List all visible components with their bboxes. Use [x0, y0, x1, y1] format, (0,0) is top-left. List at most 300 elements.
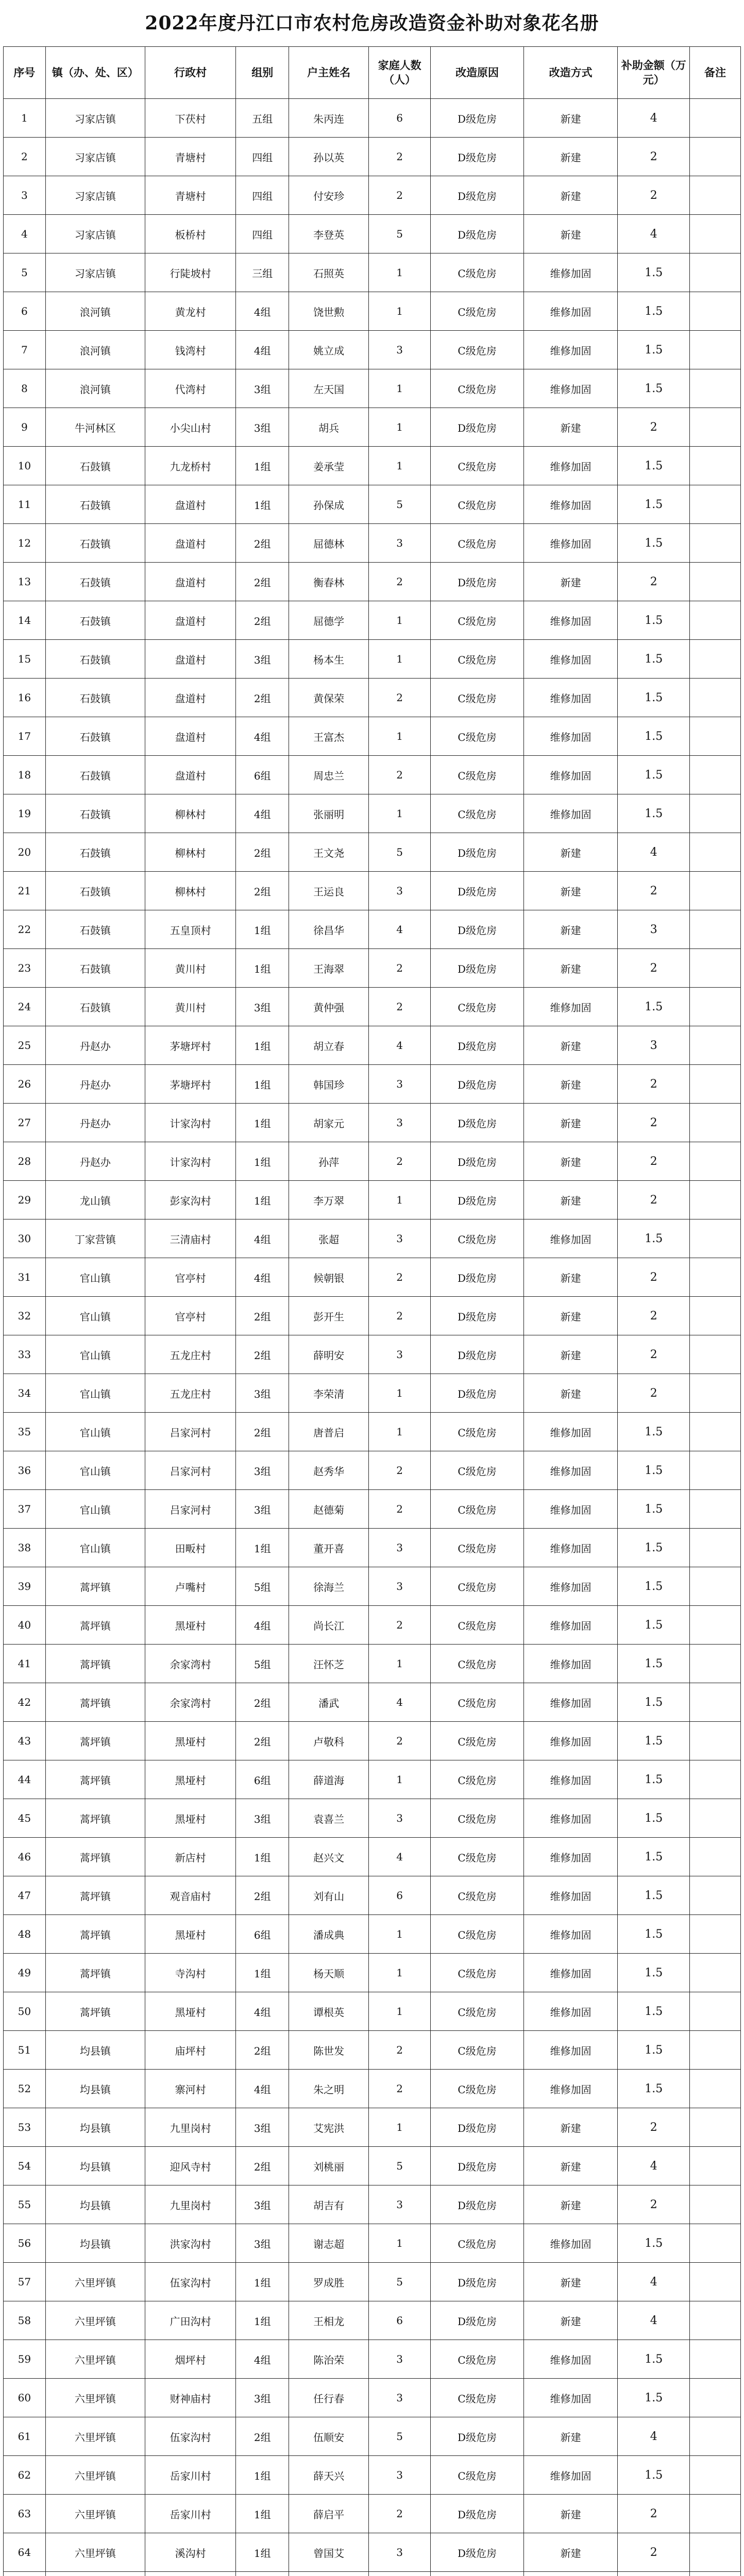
cell-family-size: 3 — [369, 331, 431, 369]
cell-remarks — [690, 949, 741, 988]
cell-method: 维修加固 — [523, 1413, 618, 1451]
cell-village: 黄川村 — [145, 988, 236, 1026]
cell-town: 均县镇 — [45, 2108, 145, 2147]
cell-method: 新建 — [523, 1065, 618, 1104]
cell-reason: C级危房 — [431, 601, 523, 640]
cell-index: 16 — [4, 679, 46, 717]
cell-householder: 徐昌华 — [289, 910, 369, 949]
cell-village: 岳家川村 — [145, 2495, 236, 2533]
cell-village: 小尖山村 — [145, 408, 236, 447]
cell-reason: C级危房 — [431, 1722, 523, 1760]
cell-reason: C级危房 — [431, 756, 523, 794]
cell-reason: C级危房 — [431, 2340, 523, 2379]
cell-index: 64 — [4, 2533, 46, 2572]
cell-householder: 李万翠 — [289, 1181, 369, 1219]
cell-town: 官山镇 — [45, 1258, 145, 1297]
cell-reason: C级危房 — [431, 1838, 523, 1876]
cell-family-size: 1 — [369, 1992, 431, 2031]
table-row — [4, 949, 741, 988]
cell-remarks — [690, 2495, 741, 2533]
cell-family-size: 3 — [369, 2379, 431, 2417]
cell-town: 习家店镇 — [45, 99, 145, 138]
cell-town: 石鼓镇 — [45, 524, 145, 563]
cell-group: 3组 — [236, 1451, 289, 1490]
cell-method: 维修加固 — [523, 794, 618, 833]
table-row — [4, 1992, 741, 2031]
cell-village: 钱湾村 — [145, 331, 236, 369]
cell-town: 习家店镇 — [45, 215, 145, 253]
cell-remarks — [690, 524, 741, 563]
cell-group: 2组 — [236, 563, 289, 601]
cell-group: 1组 — [236, 1838, 289, 1876]
table-row — [4, 2031, 741, 2070]
cell-method: 维修加固 — [523, 1490, 618, 1529]
cell-town: 官山镇 — [45, 1529, 145, 1567]
cell-group: 4组 — [236, 1258, 289, 1297]
cell-reason: C级危房 — [431, 679, 523, 717]
header-remarks: 备注 — [690, 47, 741, 99]
cell-amount: 4 — [618, 2417, 690, 2456]
cell-reason: D级危房 — [431, 408, 523, 447]
cell-method: 新建 — [523, 2301, 618, 2340]
cell-method: 维修加固 — [523, 2340, 618, 2379]
cell-amount: 2 — [618, 949, 690, 988]
cell-group: 1组 — [236, 1954, 289, 1992]
cell-amount: 1.5 — [618, 1606, 690, 1645]
table-row — [4, 1490, 741, 1529]
cell-householder: 艾宪洪 — [289, 2108, 369, 2147]
header-reason: 改造原因 — [431, 47, 523, 99]
cell-amount: 2 — [618, 138, 690, 176]
cell-method: 维修加固 — [523, 2031, 618, 2070]
cell-village: 五皇顶村 — [145, 910, 236, 949]
cell-remarks — [690, 717, 741, 756]
table-row — [4, 1606, 741, 1645]
cell-remarks — [690, 2185, 741, 2224]
cell-family-size: 1 — [369, 447, 431, 485]
cell-method: 新建 — [523, 138, 618, 176]
cell-method: 维修加固 — [523, 1567, 618, 1606]
cell-village: 柳林村 — [145, 872, 236, 910]
cell-householder: 孙萍 — [289, 1142, 369, 1181]
cell-town: 蒿坪镇 — [45, 1799, 145, 1838]
cell-remarks — [690, 756, 741, 794]
cell-householder: 黄保荣 — [289, 679, 369, 717]
cell-index: 25 — [4, 1026, 46, 1065]
cell-index — [4, 2572, 46, 2576]
cell-remarks — [690, 1606, 741, 1645]
cell-method: 维修加固 — [523, 679, 618, 717]
cell-reason: C级危房 — [431, 988, 523, 1026]
cell-householder: 唐普启 — [289, 1413, 369, 1451]
table-row — [4, 640, 741, 679]
cell-method: 维修加固 — [523, 1529, 618, 1567]
cell-village: 盘道村 — [145, 485, 236, 524]
cell-town: 石鼓镇 — [45, 756, 145, 794]
cell-group: 2组 — [236, 1413, 289, 1451]
cell-group: 1组 — [236, 1104, 289, 1142]
cell-householder: 陈世发 — [289, 2031, 369, 2070]
table-row — [4, 2224, 741, 2263]
cell-householder: 曾国艾 — [289, 2533, 369, 2572]
cell-householder: 王相龙 — [289, 2301, 369, 2340]
table-row — [4, 601, 741, 640]
cell-family-size: 1 — [369, 292, 431, 331]
cell-amount: 1.5 — [618, 1992, 690, 2031]
cell-family-size: 1 — [369, 1413, 431, 1451]
cell-town: 习家店镇 — [45, 253, 145, 292]
cell-reason: C级危房 — [431, 640, 523, 679]
cell-method: 维修加固 — [523, 1606, 618, 1645]
cell-reason: C级危房 — [431, 2070, 523, 2108]
cell-amount: 2 — [618, 1142, 690, 1181]
cell-index: 15 — [4, 640, 46, 679]
cell-reason: D级危房 — [431, 1374, 523, 1413]
cell-reason: C级危房 — [431, 331, 523, 369]
table-row — [4, 756, 741, 794]
cell-village: 吕家河村 — [145, 1451, 236, 1490]
cell-remarks — [690, 1567, 741, 1606]
cell-index: 55 — [4, 2185, 46, 2224]
cell-village: 余家湾村 — [145, 1683, 236, 1722]
cell-remarks — [690, 2147, 741, 2185]
cell-index: 46 — [4, 1838, 46, 1876]
cell-householder: 孙以英 — [289, 138, 369, 176]
cell-town: 蒿坪镇 — [45, 1876, 145, 1915]
cell-householder: 胡立春 — [289, 1026, 369, 1065]
cell-index: 33 — [4, 1335, 46, 1374]
cell-group: 3组 — [236, 2185, 289, 2224]
cell-remarks — [690, 292, 741, 331]
table-row — [4, 1529, 741, 1567]
cell-town: 六里坪镇 — [45, 2495, 145, 2533]
cell-town: 浪河镇 — [45, 331, 145, 369]
cell-town: 石鼓镇 — [45, 910, 145, 949]
cell-remarks — [690, 1451, 741, 1490]
cell-town: 蒿坪镇 — [45, 1567, 145, 1606]
cell-reason: C级危房 — [431, 1606, 523, 1645]
cell-householder: 朱丙连 — [289, 99, 369, 138]
cell-family-size: 2 — [369, 988, 431, 1026]
cell-remarks — [690, 1104, 741, 1142]
table-row — [4, 2340, 741, 2379]
cell-householder: 姜承莹 — [289, 447, 369, 485]
table-row — [4, 1838, 741, 1876]
cell-village: 彭家沟村 — [145, 1181, 236, 1219]
table-row — [4, 1567, 741, 1606]
cell-remarks — [690, 1181, 741, 1219]
cell-group: 2组 — [236, 1876, 289, 1915]
cell-index: 12 — [4, 524, 46, 563]
cell-remarks — [690, 563, 741, 601]
cell-householder: 朱之明 — [289, 2070, 369, 2108]
cell-town: 石鼓镇 — [45, 988, 145, 1026]
cell-village: 广田沟村 — [145, 2301, 236, 2340]
cell-group: 1组 — [236, 1142, 289, 1181]
cell-index: 34 — [4, 1374, 46, 1413]
cell-index: 28 — [4, 1142, 46, 1181]
cell-village: 黑垭村 — [145, 1915, 236, 1954]
cell-town: 丁家营镇 — [45, 1219, 145, 1258]
cell-method: 新建 — [523, 176, 618, 215]
cell-amount: 3 — [618, 1026, 690, 1065]
cell-group: 3组 — [236, 988, 289, 1026]
cell-householder: 衡春林 — [289, 563, 369, 601]
cell-group: 2组 — [236, 872, 289, 910]
cell-family-size: 2 — [369, 1142, 431, 1181]
table-header-row — [4, 47, 741, 99]
cell-method: 新建 — [523, 2263, 618, 2301]
cell-town: 六里坪镇 — [45, 2263, 145, 2301]
table-row — [4, 717, 741, 756]
cell-index: 37 — [4, 1490, 46, 1529]
cell-family-size: 3 — [369, 1799, 431, 1838]
cell-remarks — [690, 2417, 741, 2456]
cell-method: 新建 — [523, 949, 618, 988]
cell-village: 余家湾村 — [145, 1645, 236, 1683]
cell-village: 青塘村 — [145, 176, 236, 215]
cell-index: 21 — [4, 872, 46, 910]
cell-town: 习家店镇 — [45, 176, 145, 215]
cell-reason: D级危房 — [431, 138, 523, 176]
cell-amount: 1.5 — [618, 2224, 690, 2263]
cell-town: 石鼓镇 — [45, 601, 145, 640]
cell-householder: 伍顺安 — [289, 2417, 369, 2456]
table-row — [4, 2147, 741, 2185]
cell-amount: 2 — [618, 1065, 690, 1104]
header-town: 镇（办、处、区） — [45, 47, 145, 99]
cell-householder: 谭根英 — [289, 1992, 369, 2031]
cell-householder: 杨天顺 — [289, 1954, 369, 1992]
table-row — [4, 2185, 741, 2224]
cell-group: 三组 — [236, 253, 289, 292]
cell-remarks — [690, 2108, 741, 2147]
cell-householder: 尚长江 — [289, 1606, 369, 1645]
cell-remarks — [690, 1413, 741, 1451]
cell-amount: 1.5 — [618, 2031, 690, 2070]
cell-amount: 2 — [618, 1181, 690, 1219]
cell-method: 新建 — [523, 833, 618, 872]
cell-method: 新建 — [523, 1335, 618, 1374]
cell-amount: 4 — [618, 215, 690, 253]
cell-index: 35 — [4, 1413, 46, 1451]
cell-village: 黑垭村 — [145, 1760, 236, 1799]
cell-reason: C级危房 — [431, 1490, 523, 1529]
cell-remarks — [690, 1258, 741, 1297]
cell-householder: 陈治荣 — [289, 2340, 369, 2379]
cell-index: 20 — [4, 833, 46, 872]
cell-method: 维修加固 — [523, 292, 618, 331]
cell-village: 盘道村 — [145, 640, 236, 679]
subsidy-roster-table — [3, 46, 741, 2576]
cell-amount: 1.5 — [618, 1760, 690, 1799]
table-body — [4, 99, 741, 2576]
cell-remarks — [690, 408, 741, 447]
cell-village: 新店村 — [145, 1838, 236, 1876]
cell-remarks — [690, 2456, 741, 2495]
cell-householder: 屈德学 — [289, 601, 369, 640]
cell-village: 田畈村 — [145, 1529, 236, 1567]
cell-method — [523, 2572, 618, 2576]
cell-group: 3组 — [236, 2224, 289, 2263]
cell-reason: C级危房 — [431, 2224, 523, 2263]
cell-amount: 1.5 — [618, 1838, 690, 1876]
cell-amount: 2 — [618, 2108, 690, 2147]
cell-householder: 王运良 — [289, 872, 369, 910]
cell-index: 7 — [4, 331, 46, 369]
cell-town: 均县镇 — [45, 2031, 145, 2070]
cell-amount: 1.5 — [618, 640, 690, 679]
cell-householder: 赵德菊 — [289, 1490, 369, 1529]
cell-method: 维修加固 — [523, 369, 618, 408]
cell-town: 蒿坪镇 — [45, 1915, 145, 1954]
cell-family-size: 6 — [369, 2301, 431, 2340]
cell-town: 石鼓镇 — [45, 485, 145, 524]
cell-amount: 1.5 — [618, 1876, 690, 1915]
cell-town: 均县镇 — [45, 2185, 145, 2224]
cell-method: 新建 — [523, 215, 618, 253]
table-row — [4, 2572, 741, 2576]
cell-village: 九里岗村 — [145, 2185, 236, 2224]
cell-group: 6组 — [236, 1760, 289, 1799]
cell-town: 石鼓镇 — [45, 563, 145, 601]
cell-village: 九里岗村 — [145, 2108, 236, 2147]
header-family-size: 家庭人数（人） — [369, 47, 431, 99]
page-title: 2022年度丹江口市农村危房改造资金补助对象花名册 — [145, 12, 599, 34]
cell-town: 蒿坪镇 — [45, 1606, 145, 1645]
cell-method: 新建 — [523, 2147, 618, 2185]
cell-village: 三清庙村 — [145, 1219, 236, 1258]
cell-amount: 1.5 — [618, 988, 690, 1026]
cell-householder: 薛明安 — [289, 1335, 369, 1374]
cell-reason: C级危房 — [431, 1915, 523, 1954]
cell-method: 维修加固 — [523, 717, 618, 756]
cell-remarks — [690, 138, 741, 176]
table-row — [4, 1451, 741, 1490]
cell-family-size: 3 — [369, 1529, 431, 1567]
cell-method: 维修加固 — [523, 2070, 618, 2108]
table-row — [4, 1065, 741, 1104]
cell-town: 牛河林区 — [45, 408, 145, 447]
cell-town — [45, 2572, 145, 2576]
cell-method: 维修加固 — [523, 2224, 618, 2263]
cell-village: 茅塘坪村 — [145, 1026, 236, 1065]
cell-remarks — [690, 910, 741, 949]
cell-town: 浪河镇 — [45, 369, 145, 408]
cell-reason: C级危房 — [431, 524, 523, 563]
cell-method: 维修加固 — [523, 1760, 618, 1799]
cell-amount: 2 — [618, 872, 690, 910]
cell-family-size: 5 — [369, 2147, 431, 2185]
cell-index: 48 — [4, 1915, 46, 1954]
cell-town: 蒿坪镇 — [45, 1722, 145, 1760]
header-group: 组别 — [236, 47, 289, 99]
cell-family-size: 1 — [369, 794, 431, 833]
cell-village: 柳林村 — [145, 833, 236, 872]
cell-reason: C级危房 — [431, 2031, 523, 2070]
cell-group: 1组 — [236, 485, 289, 524]
cell-group: 1组 — [236, 447, 289, 485]
cell-village: 烟坪村 — [145, 2340, 236, 2379]
cell-method: 新建 — [523, 1026, 618, 1065]
cell-reason: C级危房 — [431, 292, 523, 331]
cell-reason: D级危房 — [431, 563, 523, 601]
cell-index: 60 — [4, 2379, 46, 2417]
cell-remarks — [690, 1722, 741, 1760]
cell-householder: 王海翠 — [289, 949, 369, 988]
cell-amount: 2 — [618, 1104, 690, 1142]
cell-remarks — [690, 447, 741, 485]
table-row — [4, 833, 741, 872]
header-village: 行政村 — [145, 47, 236, 99]
cell-amount: 1.5 — [618, 1451, 690, 1490]
cell-village: 计家沟村 — [145, 1142, 236, 1181]
cell-index: 36 — [4, 1451, 46, 1490]
cell-family-size: 2 — [369, 679, 431, 717]
cell-town: 丹赵办 — [45, 1026, 145, 1065]
cell-remarks — [690, 1760, 741, 1799]
cell-family-size: 1 — [369, 1374, 431, 1413]
cell-family-size: 2 — [369, 756, 431, 794]
cell-family-size: 1 — [369, 369, 431, 408]
cell-reason: C级危房 — [431, 1413, 523, 1451]
cell-town: 石鼓镇 — [45, 949, 145, 988]
cell-family-size: 3 — [369, 1567, 431, 1606]
cell-index: 3 — [4, 176, 46, 215]
cell-remarks — [690, 794, 741, 833]
cell-amount: 2 — [618, 2185, 690, 2224]
cell-householder: 汪怀芝 — [289, 1645, 369, 1683]
cell-group: 2组 — [236, 1335, 289, 1374]
cell-village: 伍家沟村 — [145, 2263, 236, 2301]
cell-amount: 1.5 — [618, 1954, 690, 1992]
cell-householder: 张丽明 — [289, 794, 369, 833]
cell-index: 14 — [4, 601, 46, 640]
cell-group: 2组 — [236, 524, 289, 563]
table-row — [4, 524, 741, 563]
table-row — [4, 2417, 741, 2456]
cell-index: 52 — [4, 2070, 46, 2108]
cell-index: 18 — [4, 756, 46, 794]
cell-reason: C级危房 — [431, 485, 523, 524]
cell-amount: 1.5 — [618, 1799, 690, 1838]
cell-householder: 张超 — [289, 1219, 369, 1258]
cell-remarks — [690, 833, 741, 872]
cell-method: 维修加固 — [523, 1451, 618, 1490]
cell-method: 新建 — [523, 1104, 618, 1142]
cell-village: 庙坪村 — [145, 2031, 236, 2070]
cell-town: 丹赵办 — [45, 1104, 145, 1142]
cell-town: 均县镇 — [45, 2224, 145, 2263]
cell-householder — [289, 2572, 369, 2576]
cell-town: 习家店镇 — [45, 138, 145, 176]
cell-remarks — [690, 1490, 741, 1529]
cell-amount: 1.5 — [618, 679, 690, 717]
cell-group: 1组 — [236, 2533, 289, 2572]
cell-family-size: 3 — [369, 1104, 431, 1142]
cell-family-size: 3 — [369, 872, 431, 910]
cell-town: 蒿坪镇 — [45, 1838, 145, 1876]
cell-method: 维修加固 — [523, 524, 618, 563]
table-row — [4, 1799, 741, 1838]
cell-method: 新建 — [523, 563, 618, 601]
cell-householder: 刘有山 — [289, 1876, 369, 1915]
cell-remarks — [690, 2572, 741, 2576]
table-row — [4, 1374, 741, 1413]
cell-index: 54 — [4, 2147, 46, 2185]
table-row — [4, 1258, 741, 1297]
cell-village: 黑垭村 — [145, 1606, 236, 1645]
